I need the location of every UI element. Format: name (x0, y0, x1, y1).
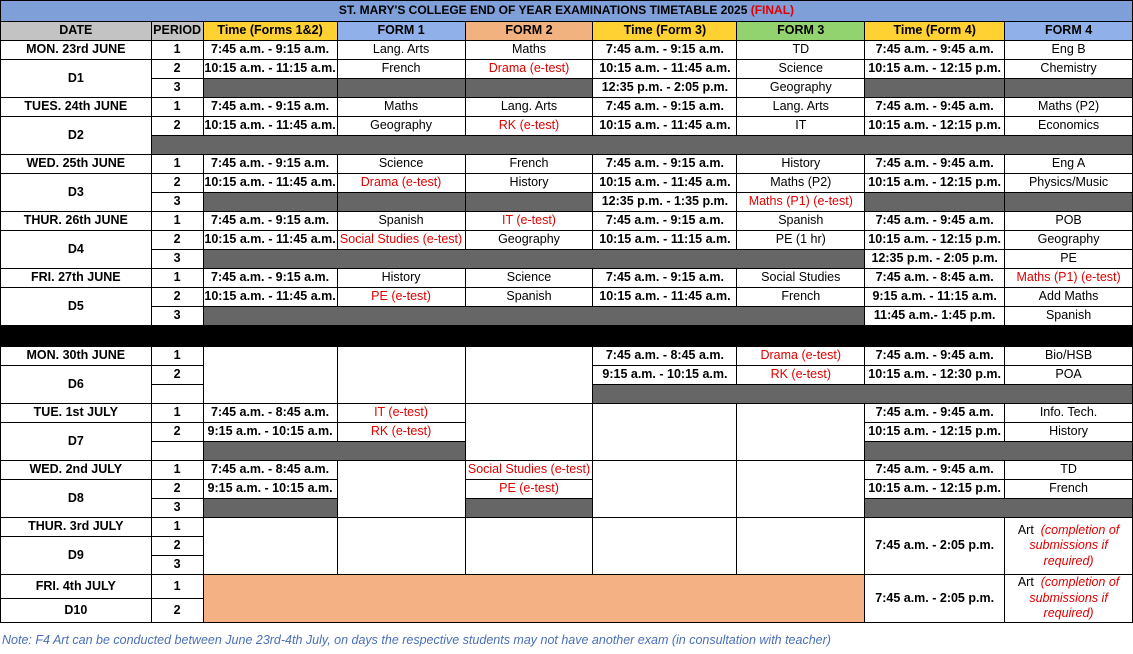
time-cell: 7:45 a.m. - 9:15 a.m. (203, 155, 337, 174)
subject-cell: Physics/Music (1005, 174, 1133, 193)
time-cell: 10:15 a.m. - 11:15 a.m. (203, 60, 337, 79)
header-form-2: FORM 2 (465, 22, 593, 41)
table-row (1, 250, 1133, 269)
time-cell: 10:15 a.m. - 11:45 a.m. (203, 231, 337, 250)
time-cell: 10:15 a.m. - 12:15 p.m. (865, 174, 1005, 193)
time-cell: 12:35 p.m. - 2:05 p.m. (593, 79, 737, 98)
blocked-cell (865, 79, 1005, 98)
date-cell: MON. 30th JUNE (1, 347, 152, 366)
date-cell: TUE. 1st JULY (1, 404, 152, 423)
period-cell: 2 (151, 117, 203, 136)
day-code-cell: D6 (1, 366, 152, 404)
time-cell: 7:45 a.m. - 9:15 a.m. (593, 269, 737, 288)
blocked-cell (1005, 193, 1133, 212)
time-cell: 7:45 a.m. - 9:45 a.m. (865, 155, 1005, 174)
blocked-cell (465, 193, 593, 212)
time-cell: 7:45 a.m. - 9:15 a.m. (203, 212, 337, 231)
period-cell: 2 (151, 174, 203, 193)
subject-cell: Social Studies (737, 269, 865, 288)
header-row (1, 22, 1133, 41)
time-cell: 10:15 a.m. - 11:45 a.m. (593, 117, 737, 136)
empty-cell (203, 347, 337, 404)
time-cell: 7:45 a.m. - 9:15 a.m. (203, 41, 337, 60)
subject-cell: Drama (e-test) (465, 60, 593, 79)
time-cell: 10:15 a.m. - 11:45 a.m. (593, 174, 737, 193)
time-cell: 9:15 a.m. - 10:15 a.m. (593, 366, 737, 385)
period-cell: 2 (151, 537, 203, 556)
subject-cell: Chemistry (1005, 60, 1133, 79)
time-cell: 7:45 a.m. - 2:05 p.m. (865, 575, 1005, 623)
subject-cell: Spanish (337, 212, 465, 231)
table-row (1, 288, 1133, 307)
period-cell: 1 (151, 404, 203, 423)
empty-cell (337, 347, 465, 404)
date-cell: WED. 2nd JULY (1, 461, 152, 480)
subject-cell: Info. Tech. (1005, 404, 1133, 423)
subject-cell: Spanish (1005, 307, 1133, 326)
time-cell: 7:45 a.m. - 2:05 p.m. (865, 518, 1005, 575)
date-cell: FRI. 27th JUNE (1, 269, 152, 288)
time-cell: 7:45 a.m. - 8:45 a.m. (593, 347, 737, 366)
subject-cell: Spanish (737, 212, 865, 231)
time-cell: 10:15 a.m. - 12:15 p.m. (865, 423, 1005, 442)
time-cell: 12:35 p.m. - 1:35 p.m. (593, 193, 737, 212)
time-cell: 10:15 a.m. - 12:15 p.m. (865, 231, 1005, 250)
time-cell: 11:45 a.m.- 1:45 p.m. (865, 307, 1005, 326)
subject-cell: Maths (465, 41, 593, 60)
day-code-cell: D5 (1, 288, 152, 326)
period-cell: 1 (151, 518, 203, 537)
subject-cell: PE (e-test) (337, 288, 465, 307)
table-row (1, 60, 1133, 79)
subject-cell: PE (e-test) (465, 480, 593, 499)
table-row (1, 231, 1133, 250)
time-cell: 7:45 a.m. - 9:15 a.m. (593, 41, 737, 60)
time-cell: 7:45 a.m. - 9:45 a.m. (865, 212, 1005, 231)
blocked-cell (151, 136, 1132, 155)
period-cell: 3 (151, 556, 203, 575)
table-row (1, 518, 1133, 537)
header-form-4: FORM 4 (1005, 22, 1133, 41)
period-cell: 1 (151, 41, 203, 60)
blocked-cell (203, 499, 337, 518)
blocked-cell (865, 499, 1133, 518)
table-row (1, 174, 1133, 193)
time-cell: 10:15 a.m. - 12:15 p.m. (865, 60, 1005, 79)
blocked-cell (865, 193, 1005, 212)
blocked-cell (203, 193, 337, 212)
time-cell: 7:45 a.m. - 9:15 a.m. (593, 212, 737, 231)
date-cell: TUES. 24th JUNE (1, 98, 152, 117)
subject-cell: TD (737, 41, 865, 60)
table-row (1, 136, 1133, 155)
blocked-cell (203, 250, 865, 269)
empty-cell (337, 461, 465, 518)
header-time-form-3: Time (Form 3) (593, 22, 737, 41)
period-cell: 2 (151, 598, 203, 622)
day-code-cell: D10 (1, 598, 152, 622)
subject-cell: PE (1005, 250, 1133, 269)
blocked-cell (593, 385, 1133, 404)
period-cell: 1 (151, 155, 203, 174)
art-label: Art (1017, 575, 1034, 589)
time-cell: 10:15 a.m. - 11:45 a.m. (203, 288, 337, 307)
table-row (1, 347, 1133, 366)
empty-cell (465, 347, 593, 404)
empty-cell (337, 518, 465, 575)
week-separator (1, 326, 1133, 347)
subject-cell: French (337, 60, 465, 79)
art-note: (completion of submissions if required) (1029, 575, 1120, 621)
subject-cell: Science (465, 269, 593, 288)
time-cell: 10:15 a.m. - 11:45 a.m. (593, 288, 737, 307)
period-cell: 2 (151, 423, 203, 442)
table-row (1, 575, 1133, 599)
time-cell: 9:15 a.m. - 10:15 a.m. (203, 480, 337, 499)
subject-cell: French (465, 155, 593, 174)
period-cell: 2 (151, 231, 203, 250)
time-cell: 7:45 a.m. - 9:15 a.m. (593, 98, 737, 117)
table-row (1, 499, 1133, 518)
art-cell (1005, 575, 1133, 623)
empty-cell (593, 518, 737, 575)
table-row (1, 79, 1133, 98)
subject-cell: Eng B (1005, 41, 1133, 60)
table-row (1, 404, 1133, 423)
subject-cell: Social Studies (e-test) (465, 461, 593, 480)
day-code-cell: D2 (1, 117, 152, 155)
empty-cell (737, 404, 865, 461)
timetable-title (1, 1, 1133, 22)
table-row (1, 212, 1133, 231)
subject-cell: Geography (1005, 231, 1133, 250)
date-cell: THUR. 26th JUNE (1, 212, 152, 231)
empty-cell (203, 518, 337, 575)
header-time-forms-1-2: Time (Forms 1&2) (203, 22, 337, 41)
time-cell: 10:15 a.m. - 11:45 a.m. (203, 117, 337, 136)
subject-cell: Lang. Arts (465, 98, 593, 117)
table-row (1, 193, 1133, 212)
time-cell: 7:45 a.m. - 9:45 a.m. (865, 347, 1005, 366)
subject-cell: Drama (e-test) (337, 174, 465, 193)
day-code-cell: D3 (1, 174, 152, 212)
subject-cell: Maths (P2) (1005, 98, 1133, 117)
period-cell: 1 (151, 347, 203, 366)
subject-cell: RK (e-test) (737, 366, 865, 385)
time-cell: 10:15 a.m. - 11:45 a.m. (203, 174, 337, 193)
date-cell: MON. 23rd JUNE (1, 41, 152, 60)
empty-cell (151, 385, 203, 404)
time-cell: 10:15 a.m. - 11:15 a.m. (593, 231, 737, 250)
time-cell: 7:45 a.m. - 9:15 a.m. (203, 98, 337, 117)
time-cell: 7:45 a.m. - 9:45 a.m. (865, 41, 1005, 60)
subject-cell: Drama (e-test) (737, 347, 865, 366)
table-row (1, 461, 1133, 480)
time-cell: 7:45 a.m. - 8:45 a.m. (203, 461, 337, 480)
subject-cell: POA (1005, 366, 1133, 385)
subject-cell: French (737, 288, 865, 307)
subject-cell: Eng A (1005, 155, 1133, 174)
title-status: (FINAL) (750, 3, 795, 18)
time-cell: 7:45 a.m. - 9:45 a.m. (865, 404, 1005, 423)
subject-cell: History (737, 155, 865, 174)
subject-cell: Lang. Arts (337, 41, 465, 60)
header-date: DATE (1, 22, 152, 41)
subject-cell: Science (737, 60, 865, 79)
subject-cell: Bio/HSB (1005, 347, 1133, 366)
subject-cell: Maths (337, 98, 465, 117)
period-cell: 2 (151, 480, 203, 499)
blocked-cell (1005, 79, 1133, 98)
date-cell: WED. 25th JUNE (1, 155, 152, 174)
subject-cell: IT (e-test) (337, 404, 465, 423)
subject-cell: Geography (737, 79, 865, 98)
time-cell: 10:15 a.m. - 12:15 p.m. (865, 117, 1005, 136)
period-cell: 1 (151, 269, 203, 288)
empty-cell (465, 404, 593, 461)
subject-cell: Social Studies (e-test) (337, 231, 465, 250)
time-cell: 10:15 a.m. - 12:30 p.m. (865, 366, 1005, 385)
subject-cell: Maths (P1) (e-test) (737, 193, 865, 212)
subject-cell: IT (e-test) (465, 212, 593, 231)
time-cell: 7:45 a.m. - 9:15 a.m. (203, 269, 337, 288)
blocked-cell (203, 307, 865, 326)
time-cell: 7:45 a.m. - 9:15 a.m. (593, 155, 737, 174)
day-code-cell: D1 (1, 60, 152, 98)
time-cell: 7:45 a.m. - 9:45 a.m. (865, 98, 1005, 117)
empty-cell (593, 461, 737, 518)
empty-cell (151, 442, 203, 461)
day-code-cell: D8 (1, 480, 152, 518)
subject-cell: TD (1005, 461, 1133, 480)
date-cell: FRI. 4th JULY (1, 575, 152, 599)
day-code-cell: D4 (1, 231, 152, 269)
subject-cell: IT (737, 117, 865, 136)
no-exam-block (203, 575, 865, 623)
period-cell: 1 (151, 461, 203, 480)
table-row (1, 98, 1133, 117)
subject-cell: Lang. Arts (737, 98, 865, 117)
period-cell: 2 (151, 366, 203, 385)
title-text: ST. MARY'S COLLEGE END OF YEAR EXAMINATIONS TIMETABLE 2025 (338, 3, 748, 18)
period-cell: 2 (151, 60, 203, 79)
period-cell: 1 (151, 98, 203, 117)
art-note: (completion of submissions if required) (1029, 522, 1120, 568)
period-cell: 3 (151, 307, 203, 326)
subject-cell: POB (1005, 212, 1133, 231)
empty-cell (737, 461, 865, 518)
time-cell: 7:45 a.m. - 9:45 a.m. (865, 461, 1005, 480)
subject-cell: Maths (P2) (737, 174, 865, 193)
period-cell: 3 (151, 250, 203, 269)
blocked-cell (337, 79, 465, 98)
blocked-cell (203, 79, 337, 98)
time-cell: 9:15 a.m. - 10:15 a.m. (203, 423, 337, 442)
header-time-form-4: Time (Form 4) (865, 22, 1005, 41)
header-form-3: FORM 3 (737, 22, 865, 41)
time-cell: 7:45 a.m. - 8:45 a.m. (865, 269, 1005, 288)
time-cell: 12:35 p.m. - 2:05 p.m. (865, 250, 1005, 269)
day-code-cell: D7 (1, 423, 152, 461)
period-cell: 3 (151, 79, 203, 98)
subject-cell: Spanish (465, 288, 593, 307)
time-cell: 10:15 a.m. - 12:15 p.m. (865, 480, 1005, 499)
subject-cell: RK (e-test) (337, 423, 465, 442)
period-cell: 2 (151, 288, 203, 307)
subject-cell: Geography (465, 231, 593, 250)
blocked-cell (465, 499, 593, 518)
time-cell: 9:15 a.m. - 11:15 a.m. (865, 288, 1005, 307)
period-cell: 3 (151, 193, 203, 212)
subject-cell: History (465, 174, 593, 193)
table-row (1, 117, 1133, 136)
table-row (1, 307, 1133, 326)
blocked-cell (465, 79, 593, 98)
table-row (1, 41, 1133, 60)
blocked-cell (337, 193, 465, 212)
table-row (1, 480, 1133, 499)
time-cell: 10:15 a.m. - 11:45 a.m. (593, 60, 737, 79)
subject-cell: Maths (P1) (e-test) (1005, 269, 1133, 288)
header-form-1: FORM 1 (337, 22, 465, 41)
subject-cell: PE (1 hr) (737, 231, 865, 250)
subject-cell: RK (e-test) (465, 117, 593, 136)
empty-cell (593, 404, 737, 461)
table-row (1, 155, 1133, 174)
subject-cell: Geography (337, 117, 465, 136)
subject-cell: Science (337, 155, 465, 174)
subject-cell: Add Maths (1005, 288, 1133, 307)
period-cell: 1 (151, 575, 203, 599)
art-label: Art (1017, 522, 1034, 537)
subject-cell: French (1005, 480, 1133, 499)
day-code-cell: D9 (1, 537, 152, 575)
time-cell: 7:45 a.m. - 8:45 a.m. (203, 404, 337, 423)
subject-cell: History (1005, 423, 1133, 442)
blocked-cell (203, 442, 465, 461)
footnote: Note: F4 Art can be conducted between June 23rd-4th July, on days the respective students may not have another exam (in consultation with teacher) (2, 633, 831, 647)
period-cell: 3 (151, 499, 203, 518)
art-cell (1005, 518, 1133, 575)
empty-cell (737, 518, 865, 575)
subject-cell: History (337, 269, 465, 288)
blocked-cell (865, 442, 1133, 461)
empty-cell (465, 518, 593, 575)
subject-cell: Economics (1005, 117, 1133, 136)
header-period: PERIOD (151, 22, 203, 41)
date-cell: THUR. 3rd JULY (1, 518, 152, 537)
table-row (1, 269, 1133, 288)
period-cell: 1 (151, 212, 203, 231)
